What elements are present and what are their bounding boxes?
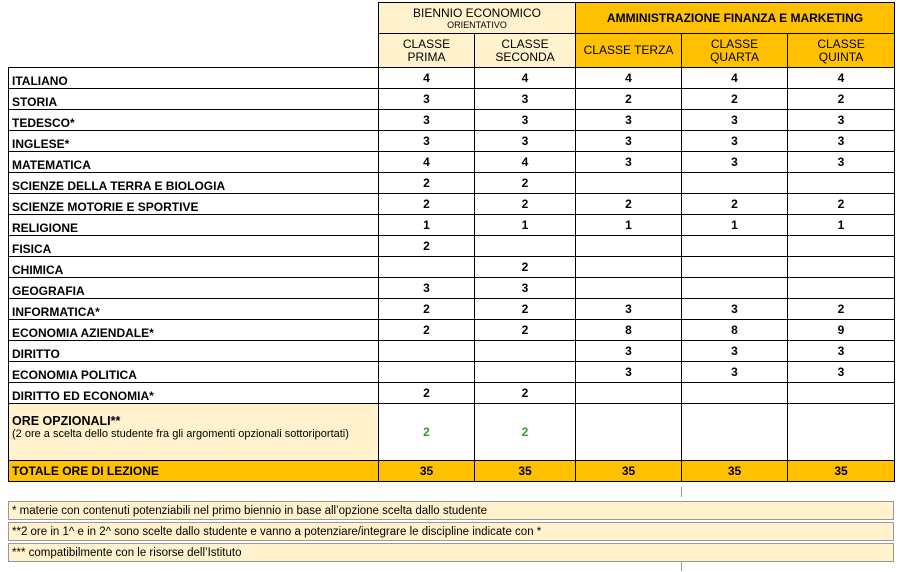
- hours-cell: 2: [475, 173, 576, 194]
- subject-cell: CHIMICA: [9, 257, 379, 278]
- hours-cell: 3: [379, 89, 475, 110]
- hours-cell: 2: [475, 320, 576, 341]
- hours-cell: [576, 257, 682, 278]
- class-header-prima: [379, 34, 475, 68]
- hours-cell: 2: [682, 194, 788, 215]
- table-row: [9, 236, 895, 257]
- hours-cell: [682, 173, 788, 194]
- curriculum-table: [8, 2, 895, 482]
- subject-cell: STORIA: [9, 89, 379, 110]
- hours-cell: 3: [475, 131, 576, 152]
- hours-cell: 3: [576, 110, 682, 131]
- class-header-quarta: [682, 34, 788, 68]
- footnote: *** compatibilmente con le risorse dell’Istituto: [8, 543, 894, 562]
- hours-cell: [475, 341, 576, 362]
- total-hours-cell: 35: [576, 461, 682, 482]
- biennio-subtitle: ORIENTATIVO: [447, 19, 507, 30]
- column-divider-mark: [681, 487, 682, 497]
- table-row: [9, 257, 895, 278]
- subject-cell: INGLESE*: [9, 131, 379, 152]
- hours-cell: 3: [682, 299, 788, 320]
- hours-cell: 3: [475, 89, 576, 110]
- footnote: * materie con contenuti potenziabili nel primo biennio in base all’opzione scelta dallo studente: [8, 501, 894, 520]
- hours-cell: 3: [576, 341, 682, 362]
- hours-cell: 3: [788, 110, 895, 131]
- hours-cell: [682, 257, 788, 278]
- table-row: [9, 278, 895, 299]
- hours-cell: 3: [576, 152, 682, 173]
- hours-cell: [788, 173, 895, 194]
- hours-cell: 1: [576, 215, 682, 236]
- optional-hours-cell: [788, 404, 895, 461]
- total-hours-cell: 35: [682, 461, 788, 482]
- subject-cell: SCIENZE DELLA TERRA E BIOLOGIA: [9, 173, 379, 194]
- subject-cell: RELIGIONE: [9, 215, 379, 236]
- hours-cell: 1: [475, 215, 576, 236]
- hours-cell: 3: [576, 131, 682, 152]
- hours-cell: 2: [788, 89, 895, 110]
- hours-cell: [576, 278, 682, 299]
- class-header-line: CLASSE: [402, 36, 451, 51]
- hours-cell: 2: [379, 173, 475, 194]
- subject-cell: TEDESCO*: [9, 110, 379, 131]
- optional-note: (2 ore a scelta dello studente fra gli argomenti opzionali sottoriportati): [12, 428, 349, 440]
- class-header-line: SECONDA: [495, 49, 555, 64]
- table-row: [9, 89, 895, 110]
- hours-cell: [682, 278, 788, 299]
- hours-cell: 3: [576, 299, 682, 320]
- hours-cell: 4: [475, 68, 576, 89]
- hours-cell: 3: [475, 278, 576, 299]
- hours-cell: 1: [379, 215, 475, 236]
- table-row: [9, 173, 895, 194]
- hours-cell: 2: [788, 299, 895, 320]
- table-row: [9, 341, 895, 362]
- class-header-line: QUINTA: [818, 49, 864, 64]
- subject-cell: MATEMATICA: [9, 152, 379, 173]
- hours-cell: 1: [788, 215, 895, 236]
- table-row: [9, 299, 895, 320]
- biennio-title: BIENNIO ECONOMICO: [413, 5, 542, 20]
- subject-cell: ECONOMIA AZIENDALE*: [9, 320, 379, 341]
- hours-cell: [379, 257, 475, 278]
- hours-cell: 2: [475, 194, 576, 215]
- hours-cell: 3: [576, 362, 682, 383]
- hours-cell: 3: [379, 131, 475, 152]
- subject-cell: ITALIANO: [9, 68, 379, 89]
- subject-cell: DIRITTO: [9, 341, 379, 362]
- hours-cell: 3: [682, 110, 788, 131]
- class-header-line: CLASSE: [710, 36, 759, 51]
- header-row-classes: [9, 34, 895, 68]
- hours-cell: 2: [576, 194, 682, 215]
- hours-cell: [379, 362, 475, 383]
- hours-cell: 1: [682, 215, 788, 236]
- hours-cell: 2: [788, 194, 895, 215]
- hours-cell: 4: [475, 152, 576, 173]
- subject-cell: DIRITTO ED ECONOMIA*: [9, 383, 379, 404]
- hours-cell: 3: [788, 152, 895, 173]
- hours-cell: [788, 236, 895, 257]
- hours-cell: 9: [788, 320, 895, 341]
- class-header-terza: [576, 34, 682, 68]
- class-header-quinta: [788, 34, 895, 68]
- class-header-seconda: [475, 34, 576, 68]
- table-row: [9, 131, 895, 152]
- class-header-line: PRIMA: [407, 49, 446, 64]
- hours-cell: 2: [475, 257, 576, 278]
- subject-cell: FISICA: [9, 236, 379, 257]
- hours-cell: 2: [475, 299, 576, 320]
- hours-cell: [682, 383, 788, 404]
- hours-cell: [682, 236, 788, 257]
- hours-cell: [788, 278, 895, 299]
- hours-cell: [788, 383, 895, 404]
- subject-cell: GEOGRAFIA: [9, 278, 379, 299]
- total-label: TOTALE ORE DI LEZIONE: [9, 461, 379, 482]
- table-row: [9, 152, 895, 173]
- hours-cell: [576, 173, 682, 194]
- total-hours-cell: 35: [788, 461, 895, 482]
- subject-cell: INFORMATICA*: [9, 299, 379, 320]
- table-row: [9, 110, 895, 131]
- hours-cell: 3: [379, 110, 475, 131]
- hours-cell: [379, 341, 475, 362]
- class-header-line: CLASSE: [817, 36, 865, 51]
- table-row: [9, 68, 895, 89]
- footnotes: [8, 501, 894, 564]
- optional-row: [9, 404, 895, 461]
- subject-cell: ECONOMIA POLITICA: [9, 362, 379, 383]
- class-header-line: CLASSE TERZA: [583, 43, 674, 57]
- hours-cell: 3: [475, 110, 576, 131]
- hours-cell: 3: [788, 131, 895, 152]
- class-header-line: QUARTA: [710, 49, 759, 64]
- optional-label-cell: [9, 404, 379, 461]
- hours-cell: 2: [379, 194, 475, 215]
- total-row: [9, 461, 895, 482]
- subject-cell: SCIENZE MOTORIE E SPORTIVE: [9, 194, 379, 215]
- hours-cell: 3: [682, 362, 788, 383]
- optional-hours-cell: [682, 404, 788, 461]
- hours-cell: 3: [682, 131, 788, 152]
- hours-cell: 3: [682, 152, 788, 173]
- hours-cell: 3: [788, 341, 895, 362]
- total-hours-cell: 35: [475, 461, 576, 482]
- afm-header: AMMINISTRAZIONE FINANZA E MARKETING: [576, 3, 895, 34]
- hours-cell: 4: [682, 68, 788, 89]
- hours-cell: 2: [475, 383, 576, 404]
- column-divider-mark: [681, 561, 682, 571]
- header-blank: [9, 34, 379, 68]
- optional-hours-cell: [576, 404, 682, 461]
- hours-cell: 2: [379, 236, 475, 257]
- footnote: **2 ore in 1^ e in 2^ sono scelte dallo studente e vanno a potenziare/integrare le discipline indicate con *: [8, 522, 894, 541]
- table-row: [9, 362, 895, 383]
- hours-cell: 2: [576, 89, 682, 110]
- hours-cell: 4: [788, 68, 895, 89]
- hours-cell: 2: [379, 383, 475, 404]
- optional-title: ORE OPZIONALI**: [12, 414, 121, 428]
- hours-cell: 2: [682, 89, 788, 110]
- table-row: [9, 383, 895, 404]
- class-header-line: CLASSE: [501, 36, 549, 51]
- optional-hours-cell: 2: [379, 404, 475, 461]
- header-row-groups: [9, 3, 895, 34]
- hours-cell: 4: [576, 68, 682, 89]
- hours-cell: 4: [379, 152, 475, 173]
- hours-cell: 3: [379, 278, 475, 299]
- hours-cell: 4: [379, 68, 475, 89]
- hours-cell: 3: [682, 341, 788, 362]
- hours-cell: 8: [576, 320, 682, 341]
- hours-cell: 8: [682, 320, 788, 341]
- hours-cell: 3: [788, 362, 895, 383]
- hours-cell: [576, 383, 682, 404]
- hours-cell: [788, 257, 895, 278]
- hours-cell: [576, 236, 682, 257]
- hours-cell: [475, 362, 576, 383]
- table-row: [9, 194, 895, 215]
- optional-hours-cell: 2: [475, 404, 576, 461]
- hours-cell: 2: [379, 299, 475, 320]
- biennio-header: [379, 3, 576, 34]
- table-row: [9, 215, 895, 236]
- total-hours-cell: 35: [379, 461, 475, 482]
- table-row: [9, 320, 895, 341]
- hours-cell: 2: [379, 320, 475, 341]
- header-blank: [9, 3, 379, 34]
- hours-cell: [475, 236, 576, 257]
